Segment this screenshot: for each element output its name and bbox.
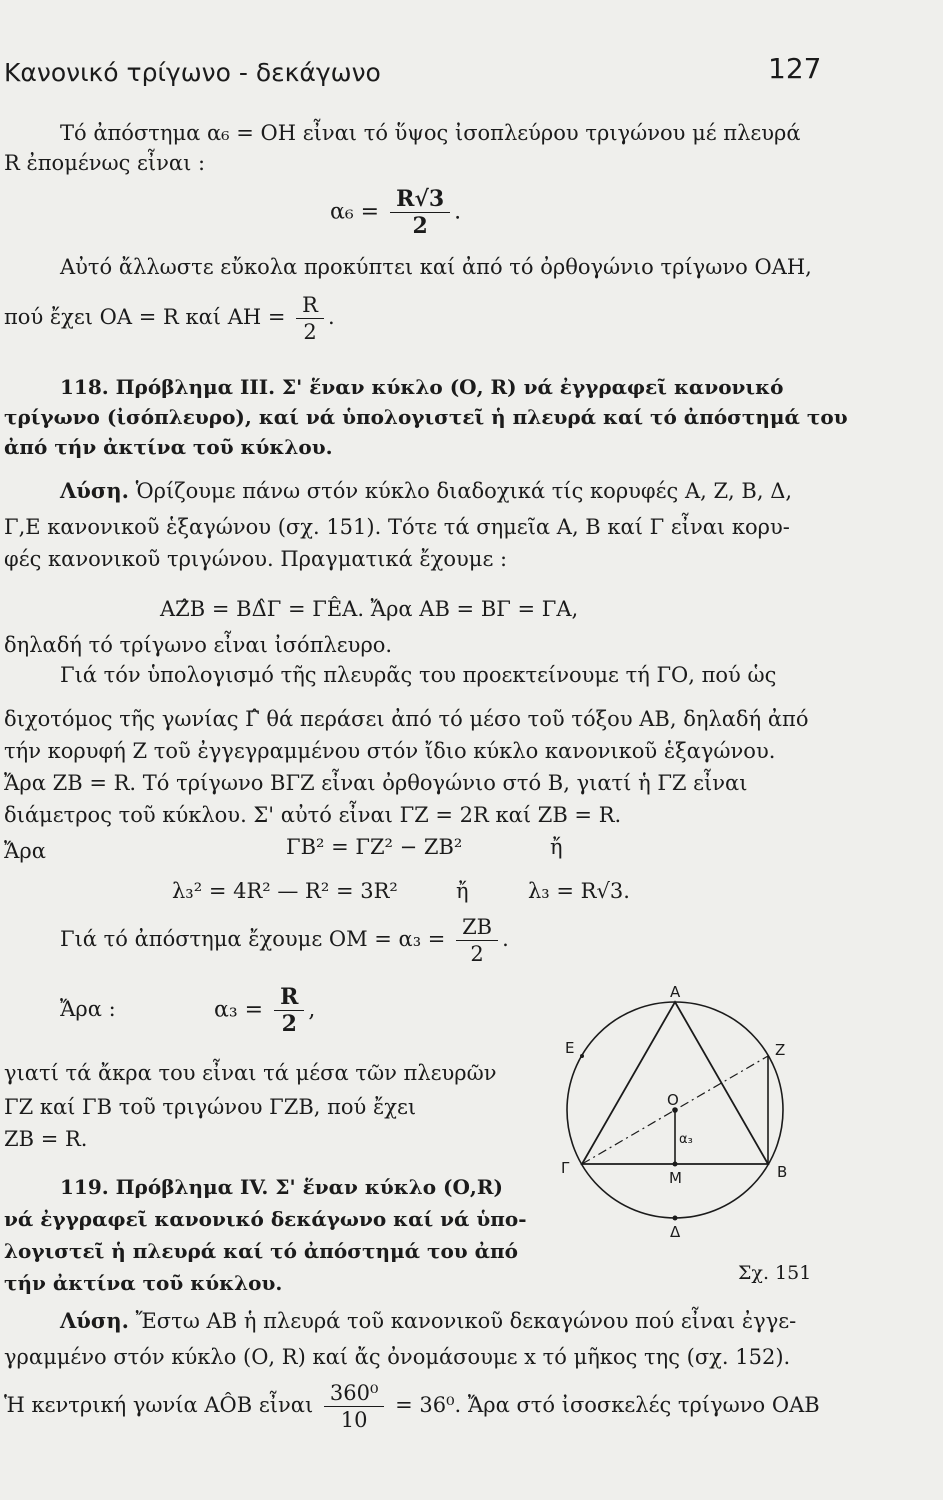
vertex-d-point	[673, 1216, 678, 1221]
intro-line-1: Τό ἀπόστημα α₆ = ΟΗ εἶναι τό ὕψος ἰσοπλεύρου τριγώνου μέ πλευρά	[60, 121, 801, 145]
label-e: Ε	[565, 1039, 575, 1057]
formula-a6-lhs: α₆ =	[330, 199, 380, 225]
ara-label-2: Ἄρα :	[60, 997, 116, 1021]
formula-a3-lhs: α₃ =	[214, 997, 264, 1023]
paragraph2-line-3: τήν κορυφή Ζ τοῦ ἐγγεγραμμένου στόν ἴδιο κύκλο κανονικοῦ ἑξαγώνου.	[4, 739, 776, 763]
label-d: Δ	[670, 1223, 681, 1241]
apothem-numerator: ΖΒ	[456, 914, 498, 941]
intro-line-4-prefix: πού ἔχει ΟΑ = R καί ΑΗ =	[4, 305, 286, 329]
formula-a6-fraction	[390, 186, 450, 239]
label-a: Α	[670, 985, 681, 1001]
label-z: Ζ	[775, 1041, 786, 1059]
problem3-solution-text-1: Ὁρίζουμε πάνω στόν κύκλο διαδοχικά τίς κορυφές Α, Ζ, Β, Δ,	[135, 479, 793, 503]
label-g: Γ	[561, 1159, 570, 1177]
formula-a3-fraction	[274, 984, 304, 1037]
midpoint-m	[673, 1162, 678, 1167]
problem4-title-line-3: λογιστεῖ ἡ πλευρά καί τό ἀπόστημά του ἀπό	[4, 1239, 518, 1263]
figure-151-diagram	[545, 985, 815, 1245]
equilateral-line: δηλαδή τό τρίγωνο εἶναι ἰσόπλευρο.	[4, 633, 393, 657]
apothem-fraction	[456, 914, 498, 967]
apothem-denominator: 2	[470, 942, 484, 966]
formula-a6-numerator: R√3	[390, 186, 450, 213]
problem4-title-line-2: νά ἐγγραφεῖ κανονικό δεκάγωνο καί νά ὑπο-	[4, 1207, 527, 1231]
problem3-solution-line-3: φές κανονικοῦ τριγώνου. Πραγματικά ἔχουμε :	[4, 547, 508, 571]
label-b: Β	[777, 1163, 788, 1181]
why-line-2: ΓΖ καί ΓΒ τοῦ τριγώνου ΓΖΒ, πού ἔχει	[4, 1095, 417, 1119]
intro-line-4-end: .	[327, 305, 335, 329]
paragraph2-line-1: Γιά τόν ὑπολογισμό τῆς πλευρᾶς του προεκτείνουμε τή ΓΟ, πού ὡς	[60, 663, 777, 687]
intro-line-4-numerator: R	[296, 292, 324, 319]
problem3-title-line-2: τρίγωνο (ἰσόπλευρο), καί νά ὑπολογιστεῖ ἡ πλευρά καί τό ἀπόστημά του	[4, 405, 848, 429]
problem3-solution-line-2: Γ,Ε κανονικοῦ ἑξαγώνου (σχ. 151). Τότε τά σημεῖα Α, Β καί Γ εἶναι κορυ-	[4, 515, 790, 539]
ara-label: Ἄρα	[4, 839, 46, 863]
problem4-title-line-4: τήν ἀκτίνα τοῦ κύκλου.	[4, 1271, 283, 1295]
page-number: 127	[768, 52, 822, 85]
label-o: Ο	[667, 1091, 679, 1109]
formula-a3-numerator: R	[274, 984, 304, 1011]
why-line-3: ΖΒ = R.	[4, 1127, 88, 1151]
central-angle-numerator: 360⁰	[324, 1380, 385, 1407]
central-angle-prefix: Ἡ κεντρική γωνία ΑÔΒ εἶναι	[4, 1393, 314, 1417]
formula-a3-denominator: 2	[281, 1011, 297, 1037]
intro-line-4-denominator: 2	[303, 320, 317, 344]
formula-a3-end: ,	[308, 997, 316, 1023]
paragraph2-line-5: διάμετρος τοῦ κύκλου. Σ' αὐτό εἶναι ΓΖ = 2R καί ΖΒ = R.	[4, 803, 622, 827]
apothem-formula	[60, 914, 509, 967]
intro-line-3: Αὐτό ἄλλωστε εὔκολα προκύπτει καί ἀπό τό ὀρθογώνιο τρίγωνο ΟΑΗ,	[60, 255, 812, 279]
intro-line-4-fraction	[296, 292, 324, 345]
problem3-title-line-3: ἀπό τήν ἀκτίνα τοῦ κύκλου.	[4, 435, 333, 459]
equation-or-2: ἤ	[456, 879, 469, 903]
intro-line-4	[4, 292, 335, 345]
central-angle-denominator: 10	[340, 1408, 368, 1432]
problem4-solution-line-3	[4, 1380, 820, 1433]
formula-a6	[330, 186, 461, 239]
paragraph2-line-2: διχοτόμος τῆς γωνίας Γ̂ θά περάσει ἀπό τό μέσο τοῦ τόξου ΑΒ, δηλαδή ἀπό	[4, 707, 809, 731]
apothem-prefix: Γιά τό ἀπόστημα ἔχουμε ΟΜ = α₃ =	[60, 927, 446, 951]
central-angle-fraction	[324, 1380, 385, 1433]
problem3-title-line-1: 118. Πρόβλημα III. Σ' ἕναν κύκλο (Ο, R) νά ἐγγραφεῖ κανονικό	[60, 375, 784, 399]
problem4-solution-line-2: γραμμένο στόν κύκλο (Ο, R) καί ἄς ὀνομάσουμε x τό μῆκος της (σχ. 152).	[4, 1345, 791, 1369]
equation-or-1: ἤ	[550, 835, 563, 859]
label-m: Μ	[669, 1169, 682, 1187]
formula-a6-denominator: 2	[412, 213, 428, 239]
apothem-end: .	[502, 927, 509, 951]
problem4-solution-label: Λύση.	[60, 1308, 129, 1333]
central-angle-suffix: = 36⁰. Ἄρα στό ἰσοσκελές τρίγωνο ΟΑΒ	[395, 1393, 820, 1417]
equation-pythagoras: ΓΒ² = ΓΖ² − ΖΒ²	[286, 835, 463, 859]
problem3-solution-line-1	[60, 476, 792, 506]
label-a3: α₃	[679, 1132, 693, 1147]
vertex-e-point	[580, 1054, 584, 1058]
running-header: Κανονικό τρίγωνο - δεκάγωνο	[4, 58, 381, 87]
equation-lambda-squared: λ₃² = 4R² — R² = 3R²	[172, 879, 398, 903]
formula-a3	[214, 984, 315, 1037]
figure-caption: Σχ. 151	[738, 1262, 812, 1284]
intro-line-2: R ἐπομένως εἶναι :	[4, 151, 206, 175]
problem4-solution-line-1	[60, 1306, 796, 1336]
why-line-1: γιατί τά ἄκρα του εἶναι τά μέσα τῶν πλευρῶν	[4, 1061, 497, 1085]
problem4-solution-text-1: Ἔστω ΑΒ ἡ πλευρά τοῦ κανονικοῦ δεκαγώνου πού εἶναι ἐγγε-	[135, 1309, 797, 1333]
equation-lambda3: λ₃ = R√3.	[528, 879, 630, 903]
problem4-title-line-1: 119. Πρόβλημα IV. Σ' ἕναν κύκλο (Ο,R)	[60, 1175, 503, 1199]
equation-arcs: ΑΖ̂Β = ΒΔ̂Γ = ΓÊΑ. Ἄρα ΑΒ = ΒΓ = ΓΑ,	[160, 597, 579, 621]
paragraph2-line-4: Ἄρα ΖΒ = R. Τό τρίγωνο ΒΓΖ εἶναι ὀρθογώνιο στό Β, γιατί ἡ ΓΖ εἶναι	[4, 771, 748, 795]
formula-a6-end: .	[454, 199, 462, 225]
problem3-solution-label: Λύση.	[60, 478, 129, 503]
